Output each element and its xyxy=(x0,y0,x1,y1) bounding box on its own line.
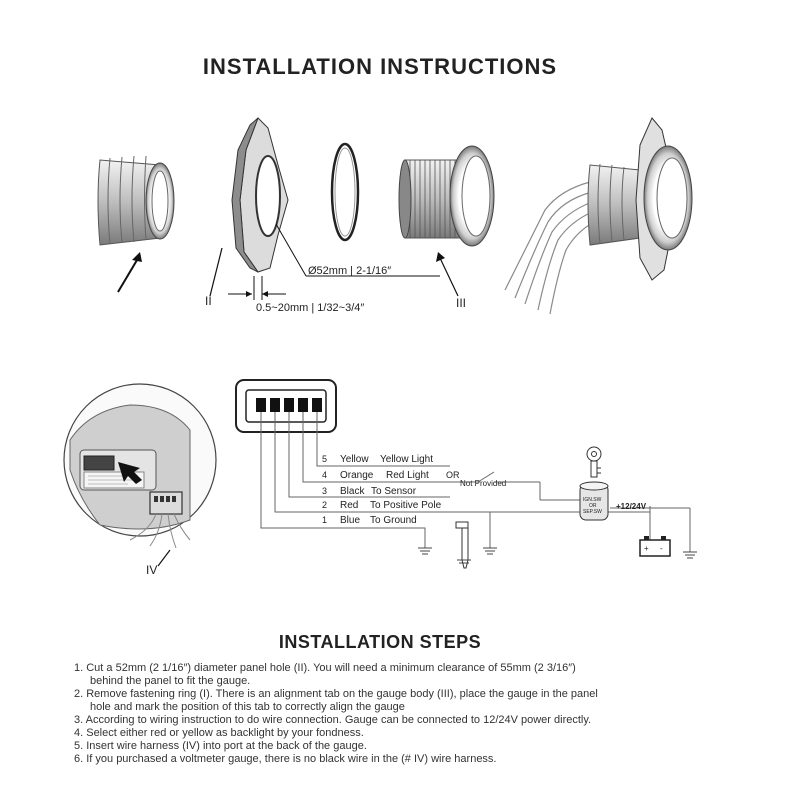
step-5: 5. Insert wire harness (IV) into port at the back of the gauge. xyxy=(74,740,367,752)
wire-3-desc: To Sensor xyxy=(371,486,417,497)
wire-1-name: Blue xyxy=(340,515,361,526)
panel-thickness-label: 0.5~20mm | 1/32~3/4″ xyxy=(256,302,365,314)
part-ii-label: II xyxy=(205,294,212,308)
gauge-body-part xyxy=(399,146,494,296)
step-4: 4. Select either red or yellow as backlight by your fondness. xyxy=(74,727,364,739)
assembled-gauge xyxy=(505,118,692,314)
wire-2-name: Red xyxy=(340,500,359,511)
part-iii-label: III xyxy=(456,296,467,310)
ign-label-2: OR xyxy=(589,503,597,509)
not-provided-label: Not Provided xyxy=(460,479,507,488)
ign-label-1: IGN.SW xyxy=(583,497,602,503)
wire-2-desc: To Positive Pole xyxy=(370,500,442,511)
page-title: INSTALLATION INSTRUCTIONS xyxy=(202,54,558,79)
ign-label-3: SEP.SW xyxy=(583,509,602,515)
wire-labels xyxy=(322,454,506,526)
svg-text:+: + xyxy=(644,544,649,553)
wire-5-name: Yellow xyxy=(340,454,369,465)
svg-text:-: - xyxy=(660,544,663,553)
installation-steps-list xyxy=(74,662,774,766)
part-iv-label: IV xyxy=(146,563,158,577)
or-label: OR xyxy=(446,470,460,480)
wire-1-desc: To Ground xyxy=(370,515,417,526)
step-6: 6. If you purchased a voltmeter gauge, there is no black wire in the (# IV) wire harness. xyxy=(74,753,497,765)
step-2: 2. Remove fastening ring (I). There is an alignment tab on the gauge body (III), place the gauge in the panel hole and mark the position of this tab to correctly align the gauge xyxy=(74,688,598,713)
hole-diameter-label: Ø52mm | 2-1/16″ xyxy=(308,265,392,277)
wire-4-desc: Red Light xyxy=(386,470,429,481)
battery xyxy=(640,536,670,556)
harness-detail-circle xyxy=(64,384,216,536)
steps-title: INSTALLATION STEPS xyxy=(278,632,482,652)
wire-4-name: Orange xyxy=(340,470,374,481)
fastening-ring-part xyxy=(98,156,174,292)
step-3: 3. According to wiring instruction to do wire connection. Gauge can be connected to 12/24V power directly. xyxy=(74,714,592,726)
voltage-label: +12/24V xyxy=(616,502,647,511)
step-1: 1. Cut a 52mm (2 1/16″) diameter panel hole (II). You will need a minimum clearance of 55mm (2 3/16″) behind the panel to fit the gauge. xyxy=(74,662,576,687)
wire-3-num: 3 xyxy=(322,486,328,496)
wire-2-num: 2 xyxy=(322,500,328,510)
wire-1-num: 1 xyxy=(322,515,328,525)
wire-5-desc: Yellow Light xyxy=(380,454,434,465)
o-ring-part xyxy=(332,144,358,240)
wire-4-num: 4 xyxy=(322,470,328,480)
gauge-connector xyxy=(236,380,336,432)
ignition-switch xyxy=(580,447,608,520)
wire-5-num: 5 xyxy=(322,454,328,464)
wire-3-name: Black xyxy=(340,486,365,497)
